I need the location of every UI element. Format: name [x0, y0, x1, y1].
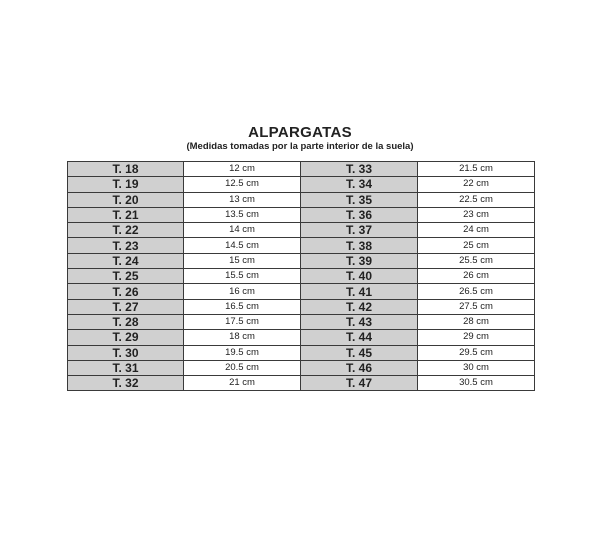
left-size-cell: T. 28 — [68, 314, 184, 329]
table-row — [68, 330, 535, 345]
table-row — [68, 253, 535, 268]
right-measure-cell: 24 cm — [418, 223, 535, 238]
right-size-cell: T. 44 — [301, 330, 418, 345]
left-size-cell: T. 27 — [68, 299, 184, 314]
right-measure-cell: 25 cm — [418, 238, 535, 253]
size-table — [67, 161, 535, 391]
left-measure-cell: 17.5 cm — [184, 314, 301, 329]
left-measure-cell: 13 cm — [184, 192, 301, 207]
left-measure-cell: 14.5 cm — [184, 238, 301, 253]
table-row — [68, 269, 535, 284]
right-size-cell: T. 47 — [301, 376, 418, 391]
left-size-cell: T. 24 — [68, 253, 184, 268]
left-measure-cell: 15 cm — [184, 253, 301, 268]
right-measure-cell: 22.5 cm — [418, 192, 535, 207]
chart-title: ALPARGATAS — [248, 124, 352, 141]
left-size-cell: T. 19 — [68, 177, 184, 192]
left-measure-cell: 12.5 cm — [184, 177, 301, 192]
right-measure-cell: 21.5 cm — [418, 162, 535, 177]
left-measure-cell: 19.5 cm — [184, 345, 301, 360]
left-measure-cell: 16.5 cm — [184, 299, 301, 314]
left-size-cell: T. 22 — [68, 223, 184, 238]
left-size-cell: T. 18 — [68, 162, 184, 177]
left-measure-cell: 20.5 cm — [184, 360, 301, 375]
left-size-cell: T. 23 — [68, 238, 184, 253]
table-row — [68, 238, 535, 253]
left-size-cell: T. 21 — [68, 207, 184, 222]
table-row — [68, 177, 535, 192]
right-measure-cell: 27.5 cm — [418, 299, 535, 314]
left-measure-cell: 13.5 cm — [184, 207, 301, 222]
table-row — [68, 223, 535, 238]
left-size-cell: T. 31 — [68, 360, 184, 375]
right-measure-cell: 26.5 cm — [418, 284, 535, 299]
right-size-cell: T. 34 — [301, 177, 418, 192]
left-size-cell: T. 25 — [68, 269, 184, 284]
left-size-cell: T. 30 — [68, 345, 184, 360]
right-measure-cell: 25.5 cm — [418, 253, 535, 268]
right-measure-cell: 30.5 cm — [418, 376, 535, 391]
right-measure-cell: 23 cm — [418, 207, 535, 222]
left-measure-cell: 21 cm — [184, 376, 301, 391]
table-row — [68, 299, 535, 314]
right-size-cell: T. 36 — [301, 207, 418, 222]
table-row — [68, 376, 535, 391]
right-size-cell: T. 39 — [301, 253, 418, 268]
table-row — [68, 162, 535, 177]
right-size-cell: T. 38 — [301, 238, 418, 253]
left-size-cell: T. 32 — [68, 376, 184, 391]
right-measure-cell: 28 cm — [418, 314, 535, 329]
right-measure-cell: 30 cm — [418, 360, 535, 375]
left-measure-cell: 12 cm — [184, 162, 301, 177]
table-row — [68, 345, 535, 360]
left-size-cell: T. 29 — [68, 330, 184, 345]
right-size-cell: T. 33 — [301, 162, 418, 177]
left-measure-cell: 14 cm — [184, 223, 301, 238]
right-size-cell: T. 40 — [301, 269, 418, 284]
left-size-cell: T. 26 — [68, 284, 184, 299]
table-row — [68, 192, 535, 207]
right-measure-cell: 26 cm — [418, 269, 535, 284]
right-size-cell: T. 46 — [301, 360, 418, 375]
right-measure-cell: 29 cm — [418, 330, 535, 345]
table-row — [68, 360, 535, 375]
size-table-body — [68, 162, 535, 391]
table-row — [68, 284, 535, 299]
table-row — [68, 314, 535, 329]
table-row — [68, 207, 535, 222]
left-size-cell: T. 20 — [68, 192, 184, 207]
right-size-cell: T. 41 — [301, 284, 418, 299]
right-size-cell: T. 45 — [301, 345, 418, 360]
right-measure-cell: 22 cm — [418, 177, 535, 192]
right-size-cell: T. 35 — [301, 192, 418, 207]
left-measure-cell: 18 cm — [184, 330, 301, 345]
right-measure-cell: 29.5 cm — [418, 345, 535, 360]
right-size-cell: T. 42 — [301, 299, 418, 314]
right-size-cell: T. 37 — [301, 223, 418, 238]
right-size-cell: T. 43 — [301, 314, 418, 329]
left-measure-cell: 15.5 cm — [184, 269, 301, 284]
left-measure-cell: 16 cm — [184, 284, 301, 299]
chart-subtitle: (Medidas tomadas por la parte interior de la suela) — [186, 141, 414, 152]
